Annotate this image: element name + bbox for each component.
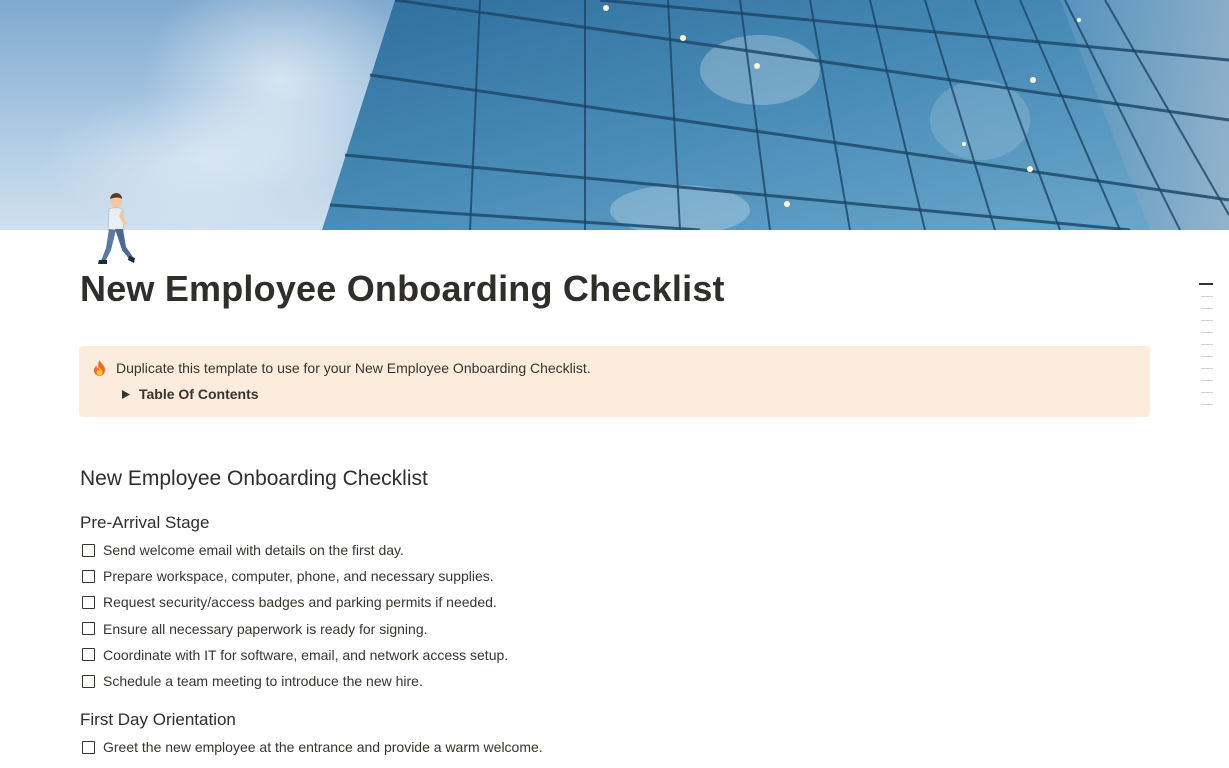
- outline-marker[interactable]: [1201, 380, 1213, 381]
- page-outline[interactable]: [1199, 283, 1215, 416]
- toc-toggle-block: [119, 384, 259, 404]
- todo-item: [82, 668, 508, 694]
- todo-item: [82, 537, 508, 563]
- todo-list-first-day: [82, 734, 543, 760]
- outline-marker[interactable]: [1201, 368, 1213, 369]
- outline-marker-active[interactable]: [1199, 283, 1213, 285]
- checkbox[interactable]: [82, 596, 95, 609]
- checkbox[interactable]: [82, 622, 95, 635]
- todo-item: [82, 616, 508, 642]
- todo-text[interactable]: Prepare workspace, computer, phone, and necessary supplies.: [103, 568, 494, 585]
- page-cover-image[interactable]: [0, 0, 1229, 230]
- person-walking-icon[interactable]: [96, 192, 142, 268]
- outline-marker[interactable]: [1201, 392, 1213, 393]
- toc-label[interactable]: Table Of Contents: [139, 386, 259, 402]
- section-heading-first-day[interactable]: First Day Orientation: [80, 710, 236, 729]
- todo-item: [82, 589, 508, 615]
- callout-text[interactable]: Duplicate this template to use for your New Employee Onboarding Checklist.: [116, 360, 591, 376]
- todo-text[interactable]: Request security/access badges and parking permits if needed.: [103, 594, 497, 611]
- outline-marker[interactable]: [1201, 320, 1213, 321]
- glass-building-illustration: [0, 0, 1229, 230]
- todo-item: [82, 563, 508, 589]
- checkbox[interactable]: [82, 648, 95, 661]
- todo-text[interactable]: Send welcome email with details on the first day.: [103, 542, 404, 559]
- todo-item: [82, 642, 508, 668]
- outline-marker[interactable]: [1201, 296, 1213, 297]
- todo-text[interactable]: Schedule a team meeting to introduce the new hire.: [103, 673, 423, 690]
- checkbox[interactable]: [82, 570, 95, 583]
- checkbox[interactable]: [82, 544, 95, 557]
- triangle-right-icon[interactable]: [119, 387, 133, 401]
- content-heading[interactable]: New Employee Onboarding Checklist: [80, 467, 428, 490]
- todo-item: [82, 734, 543, 760]
- todo-text[interactable]: Ensure all necessary paperwork is ready for signing.: [103, 620, 428, 637]
- checkbox[interactable]: [82, 741, 95, 754]
- page-title[interactable]: New Employee Onboarding Checklist: [80, 268, 725, 309]
- fire-icon[interactable]: [91, 359, 108, 377]
- checkbox[interactable]: [82, 675, 95, 688]
- outline-marker[interactable]: [1201, 404, 1213, 405]
- todo-text[interactable]: Greet the new employee at the entrance and provide a warm welcome.: [103, 739, 543, 756]
- outline-marker[interactable]: [1201, 356, 1213, 357]
- todo-list-pre-arrival: [82, 537, 508, 694]
- outline-marker[interactable]: [1201, 344, 1213, 345]
- outline-marker[interactable]: [1201, 332, 1213, 333]
- section-heading-pre-arrival[interactable]: Pre-Arrival Stage: [80, 513, 210, 532]
- todo-text[interactable]: Coordinate with IT for software, email, and network access setup.: [103, 646, 509, 663]
- outline-marker[interactable]: [1201, 308, 1213, 309]
- callout-block: [79, 346, 1150, 417]
